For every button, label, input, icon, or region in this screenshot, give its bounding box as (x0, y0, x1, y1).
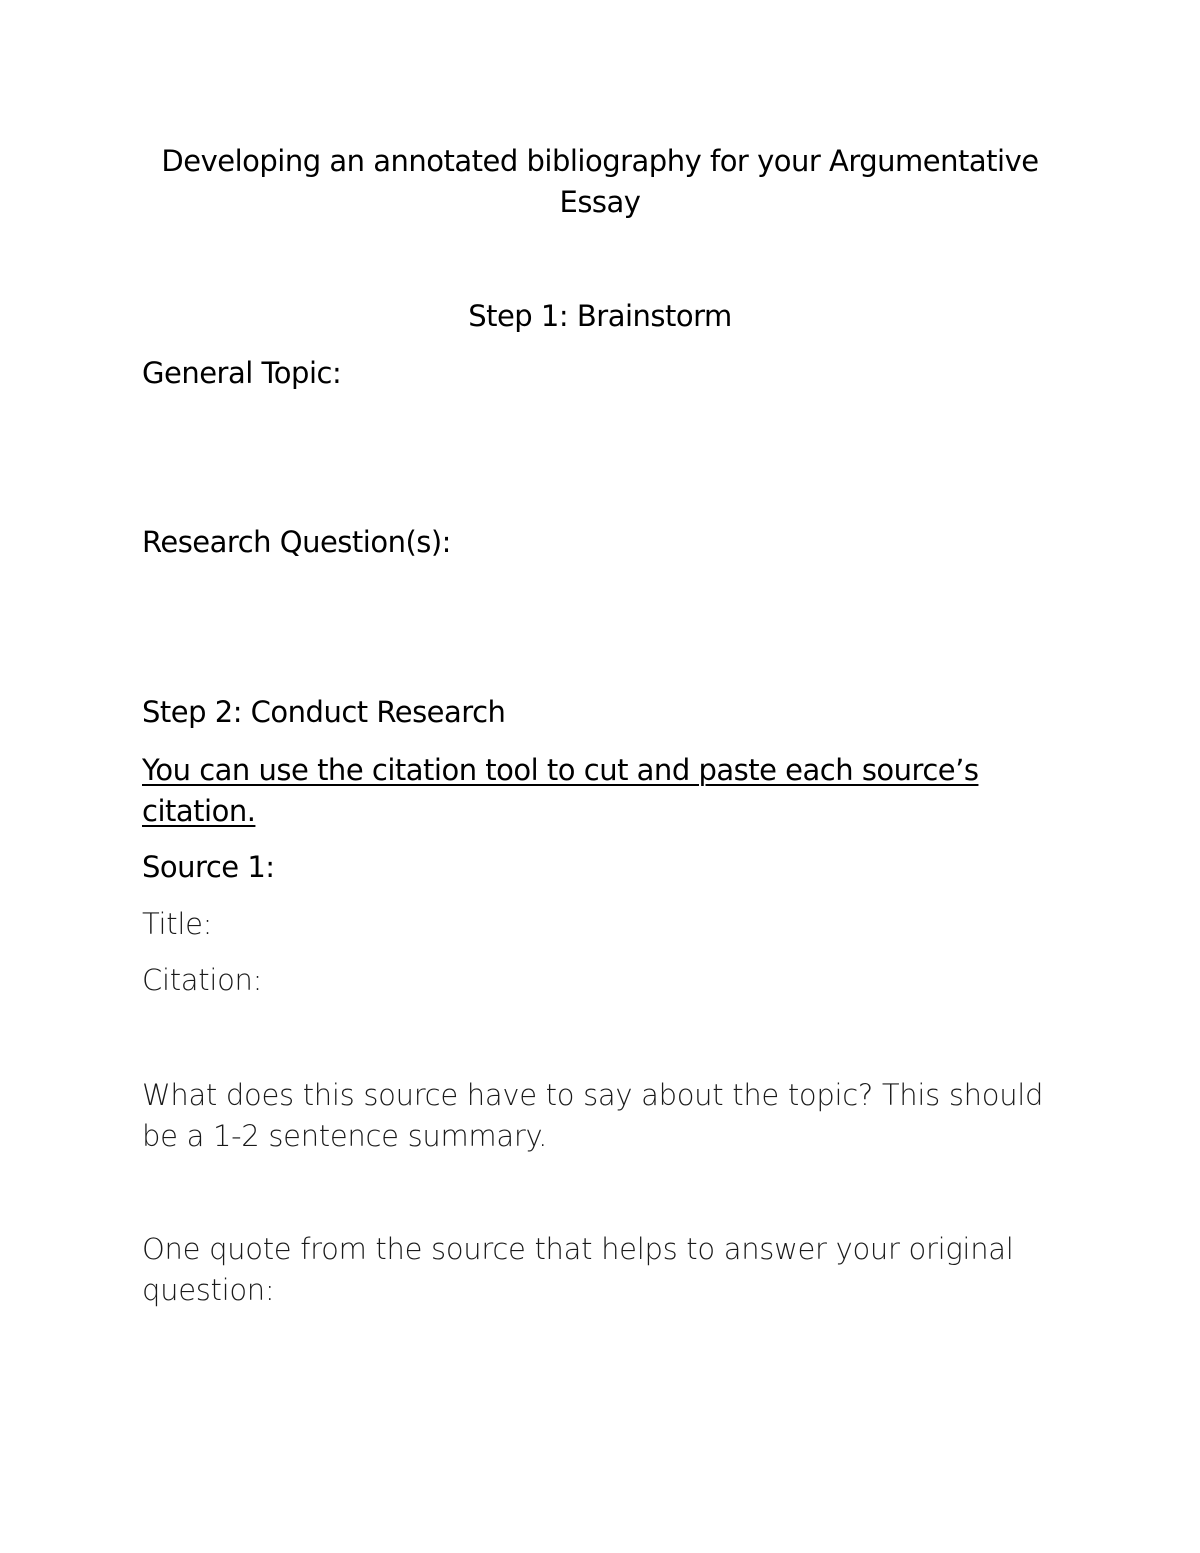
summary-prompt-line-2: be a 1-2 sentence summary. (142, 1119, 548, 1153)
citation-tool-note-line-1: You can use the citation tool to cut and paste each source’s (142, 753, 979, 787)
title-label: Title: (142, 907, 213, 941)
step1-heading: Step 1: Brainstorm (468, 299, 732, 333)
source1-heading: Source 1: (142, 850, 275, 884)
citation-tool-note-line-2: citation. (142, 794, 256, 828)
research-questions-label: Research Question(s): (142, 525, 451, 559)
quote-prompt-line-2: question: (142, 1273, 275, 1307)
citation-label: Citation: (142, 963, 263, 997)
step2-heading: Step 2: Conduct Research (142, 695, 506, 729)
document-title-line-1: Developing an annotated bibliography for your Argumentative (161, 144, 1039, 178)
quote-prompt-line-1: One quote from the source that helps to answer your original (142, 1232, 1014, 1266)
summary-prompt-line-1: What does this source have to say about the topic? This should (142, 1078, 1044, 1112)
document-title-line-2: Essay (559, 185, 641, 219)
general-topic-label: General Topic: (142, 356, 342, 390)
